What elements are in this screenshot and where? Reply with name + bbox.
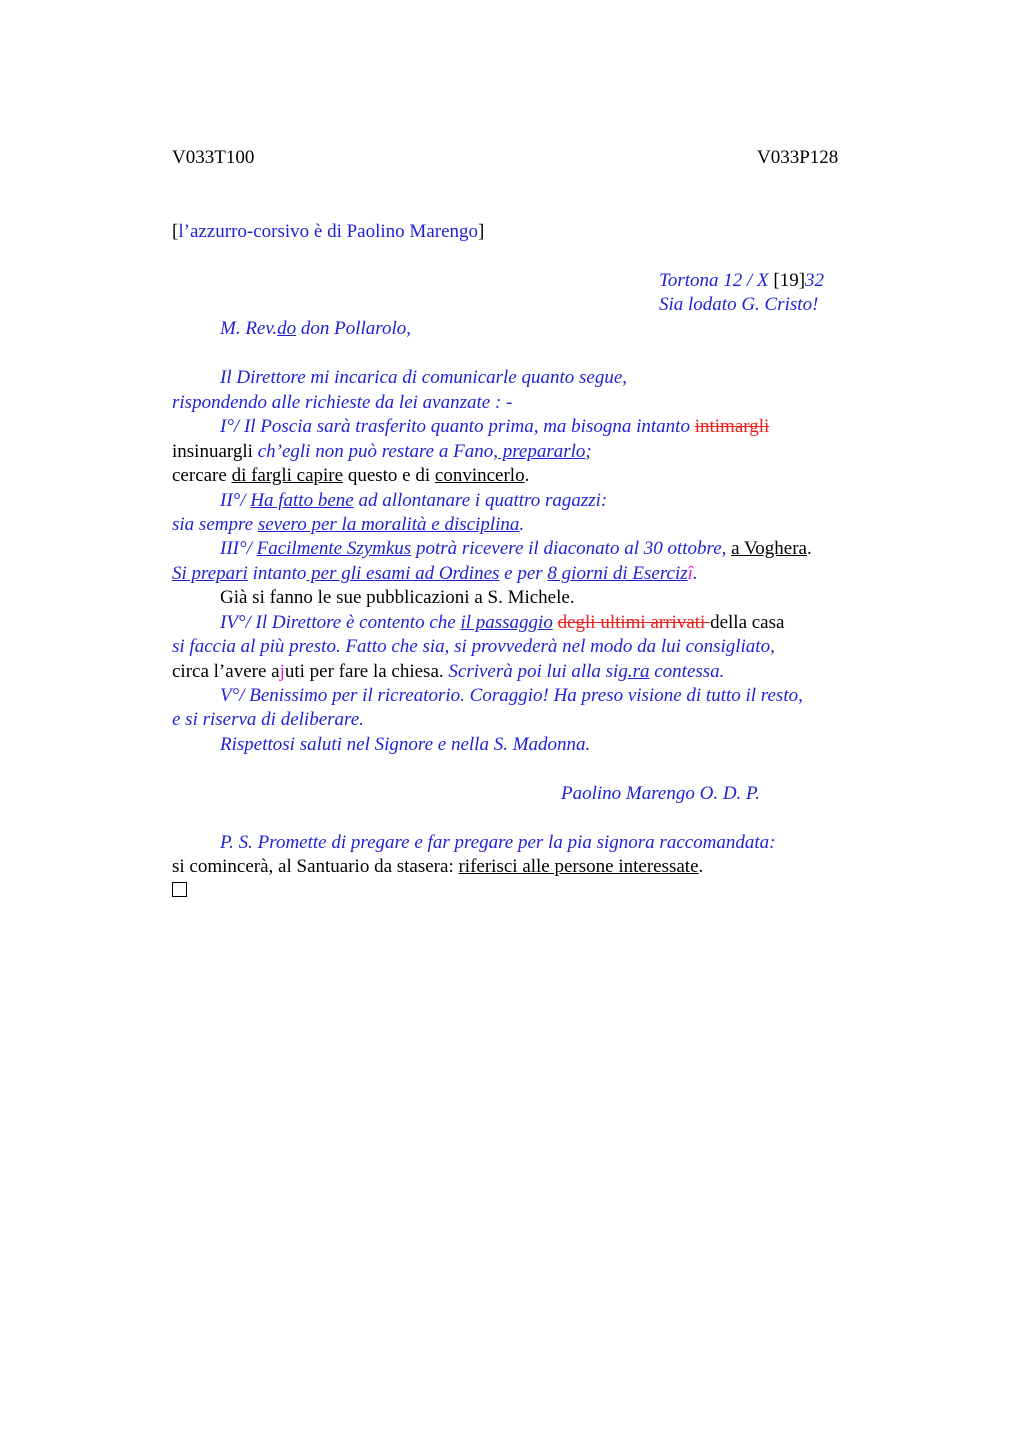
body-line-8: III°/ Facilmente Szymkus potrà ricevere il diaconato al 30 ottobre, a Voghera.	[220, 538, 812, 559]
greeting: Sia lodato G. Cristo!	[659, 294, 819, 315]
body-line-13: circa l’avere ajuti per fare la chiesa. Scriverà poi lui alla sig.ra contessa.	[172, 661, 725, 682]
signature: Paolino Marengo O. D. P.	[561, 783, 760, 804]
body-line-9: Si prepari intanto per gli esami ad Ordines e per 8 giorni di Esercizî.	[172, 563, 698, 584]
body-line-4: insinuargli ch’egli non può restare a Fano, prepararlo;	[172, 441, 592, 462]
end-square-icon	[172, 881, 187, 903]
body-line-3: I°/ Il Poscia sarà trasferito quanto prima, ma bisogna intanto intimargli	[220, 416, 770, 437]
body-line-15: e si riserva di deliberare.	[172, 709, 364, 730]
body-line-1: Il Direttore mi incarica di comunicarle quanto segue,	[220, 367, 628, 388]
editorial-note: [l’azzurro-corsivo è di Paolino Marengo]	[172, 221, 485, 242]
body-line-14: V°/ Benissimo per il ricreatorio. Coraggio! Ha preso visione di tutto il resto,	[220, 685, 803, 706]
postscript-line-1: P. S. Promette di pregare e far pregare per la pia signora raccomandata:	[220, 832, 776, 853]
header-right-code: V033P128	[757, 147, 839, 168]
body-line-16: Rispettosi saluti nel Signore e nella S. Madonna.	[220, 734, 591, 755]
body-line-2: rispondendo alle richieste da lei avanzate : -	[172, 392, 513, 413]
header-left-code: V033T100	[172, 147, 255, 168]
body-line-7: sia sempre severo per la moralità e disciplina.	[172, 514, 525, 535]
salutation: M. Rev.do don Pollarolo,	[220, 318, 412, 339]
body-line-10: Già si fanno le sue pubblicazioni a S. Michele.	[220, 587, 575, 608]
body-line-5: cercare di fargli capire questo e di convincerlo.	[172, 465, 530, 486]
body-line-12: si faccia al più presto. Fatto che sia, si provvederà nel modo da lui consigliato,	[172, 636, 775, 657]
body-line-11: IV°/ Il Direttore è contento che il passaggio degli ultimi arrivati della casa	[220, 612, 785, 633]
body-line-6: II°/ Ha fatto bene ad allontanare i quattro ragazzi:	[220, 490, 608, 511]
place-date: Tortona 12 / X [19]32	[659, 270, 825, 291]
postscript-line-2: si comincerà, al Santuario da stasera: riferisci alle persone interessate.	[172, 856, 704, 877]
